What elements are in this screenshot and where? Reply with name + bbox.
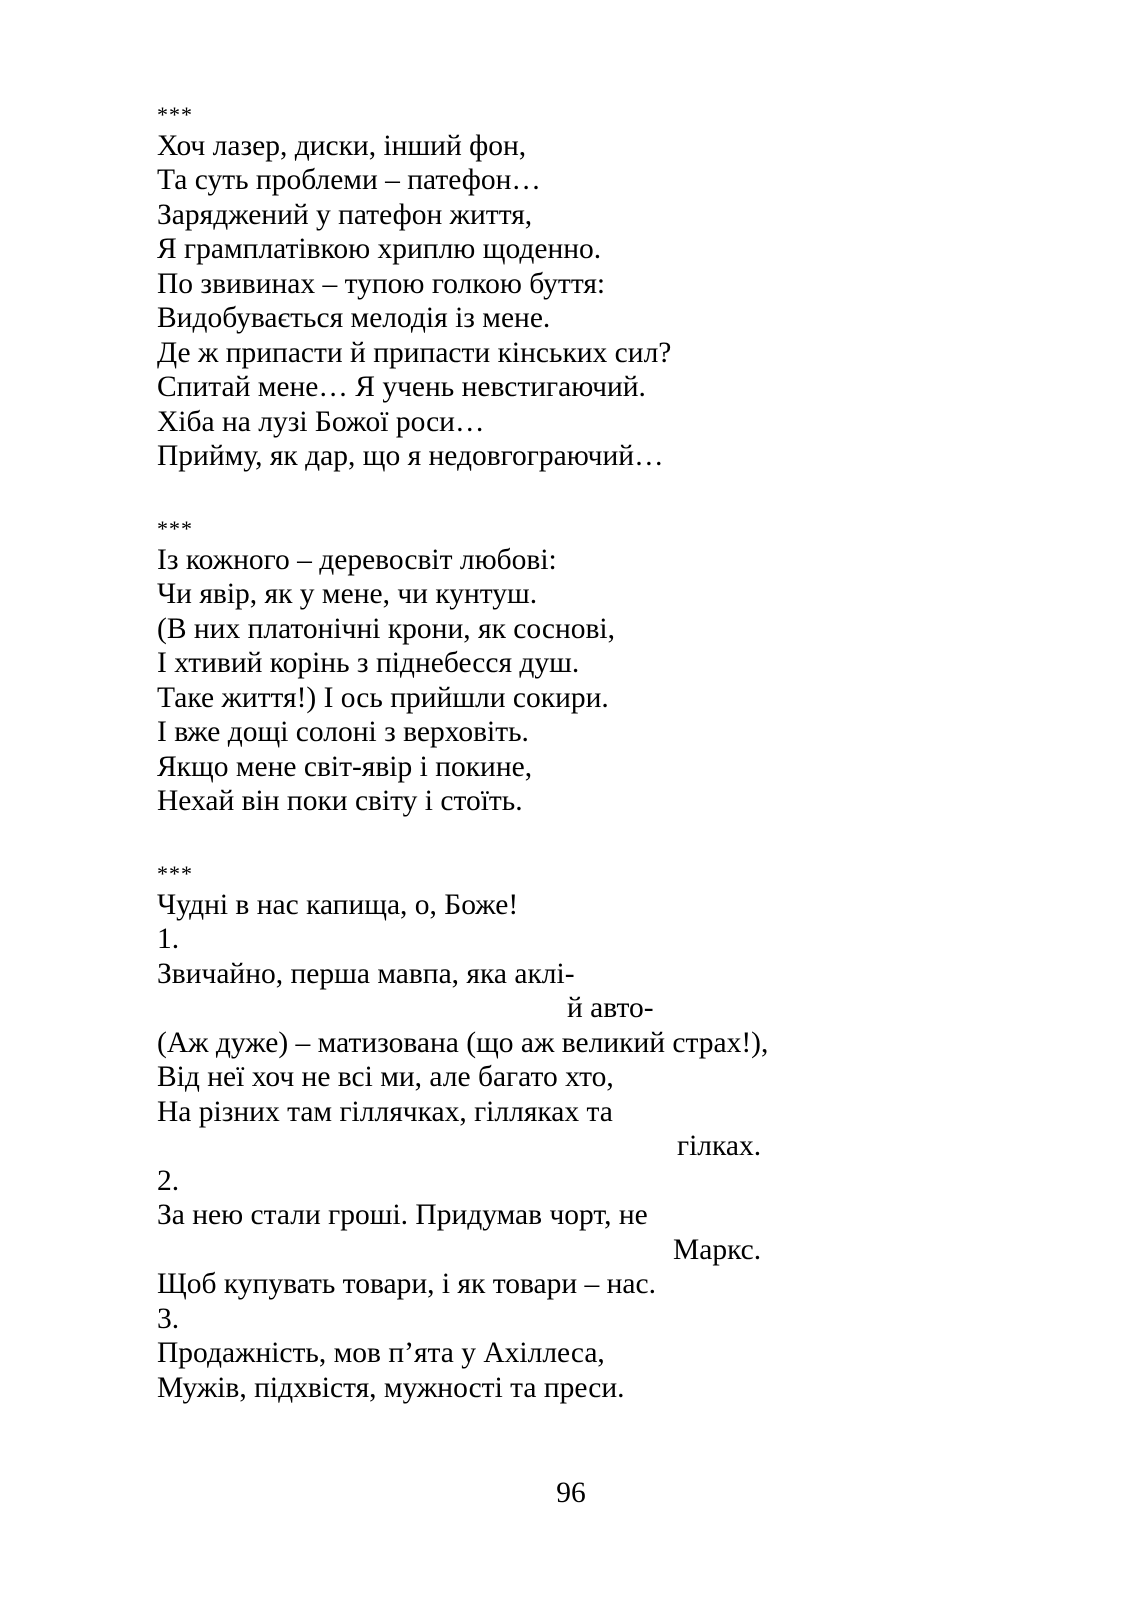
poem-line: (В них платонічні крони, як соснові, — [157, 612, 615, 645]
poem-separator: *** — [157, 102, 193, 127]
poem-line: Хіба на лузі Божої роси… — [157, 405, 485, 438]
poem-line: Таке життя!) І ось прийшли сокири. — [157, 681, 609, 714]
poem-line: Чудні в нас капища, о, Боже! — [157, 888, 519, 921]
poem-line: (Аж дуже) – матизована (що аж великий страх!), — [157, 1026, 769, 1059]
poem-line: Якщо мене світ-явір і покине, — [157, 750, 533, 783]
poem-line: Прийму, як дар, що я недовгограючий… — [157, 440, 664, 472]
stanza-gap — [157, 474, 797, 509]
section-number: 3. — [157, 1302, 180, 1335]
poem-line: Де ж припасти й припасти кінських сил? — [157, 336, 672, 369]
poem-line: Мужів, підхвістя, мужності та преси. — [157, 1371, 625, 1404]
poem-line: Чи явір, як у мене, чи кунтуш. — [157, 578, 538, 610]
poem-line-continuation: й авто- — [567, 992, 654, 1024]
poem-line: Та суть проблеми – патефон… — [157, 164, 541, 196]
poem-line: Із кожного – деревосвіт любові: — [157, 543, 557, 576]
section-number: 1. — [157, 923, 180, 955]
poem-separator: *** — [157, 861, 193, 886]
poem-line: Продажність, мов п’ята у Ахіллеса, — [157, 1337, 605, 1369]
page-number: 96 — [556, 1477, 586, 1509]
poems-text — [157, 94, 797, 1405]
poem-line: І вже дощі солоні з верховіть. — [157, 716, 529, 748]
section-number: 2. — [157, 1164, 180, 1197]
poem-line: І хтивий корінь з піднебесся душ. — [157, 647, 580, 679]
poem-line: Звичайно, перша мавпа, яка аклі- — [157, 957, 575, 990]
poem-line: Нехай він поки світу і стоїть. — [157, 785, 523, 817]
poem-line: Заряджений у патефон життя, — [157, 198, 533, 231]
poem-line: Щоб купувать товари, і як товари – нас. — [157, 1268, 656, 1300]
poem-line: На різних там гіллячках, гілляках та — [157, 1095, 613, 1128]
poem-line: Я грамплатівкою хриплю щоденно. — [157, 233, 602, 265]
poem-line: Спитай мене… Я учень невстигаючий. — [157, 371, 646, 403]
poem-line: Хоч лазер, диски, інший фон, — [157, 129, 527, 162]
stanza-gap — [157, 819, 797, 854]
poem-line: Видобувається мелодія із мене. — [157, 302, 551, 334]
poem-line: Від неї хоч не всі ми, але багато хто, — [157, 1061, 614, 1093]
poem-line: По звивинах – тупою голкою буття: — [157, 267, 606, 300]
poem-line-continuation: Маркс. — [673, 1233, 762, 1266]
poem-separator: *** — [157, 516, 193, 541]
poem-line-continuation: гілках. — [677, 1130, 762, 1162]
poem-line: За нею стали гроші. Придумав чорт, не — [157, 1199, 648, 1231]
